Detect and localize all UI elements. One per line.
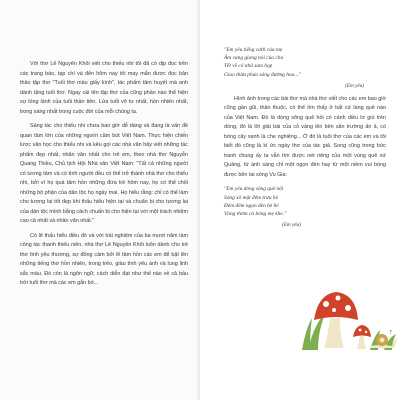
snail-shell-swirl [380,338,385,343]
poem-stanza-1 [224,46,386,79]
mushroom-spot [359,329,362,332]
mushroom-spot [345,305,351,311]
poem-line: Vàng thơm cả bóng mẹ khe." [224,210,287,217]
left-paragraph-3: Có lẽ thấu hiểu điều đó và với trải nghiệm của ba mươi năm làm công tác thanh thiếu niên, nhà thơ Lê Nguyên Khôi luôn dành cho trẻ thơ tình yêu thương, sự đồng cảm bởi lẽ tâm hồn các em để bật lên những tiếng thơ hồn nhiên, trong trẻo, giàu tình yêu ánh và lung linh sắc màu. Đó còn là ngôn ngữ, cách diễn đạt như thế nào về cả bầu trời tuổi thơ mà các em gắn bó... [20,232,188,286]
mushroom-snail-illustration [300,288,400,350]
mushroom-spot [332,308,336,312]
left-paragraph-1: Với thơ Lê Nguyên Khôi viết cho thiếu nhi tôi đã có dịp đọc trên các trang báo, tạp chí và đến hôm nay tôi may mắn được đọc bản thảo tập thơ "Tuổi thơ màu giấy kính", tác phẩm tâm huyết mà anh dành tặng tuổi thơ. Ngay cái tên tập thơ của cũng phần nào thể hiện sự lóng lánh của tuổi thần tiên. Lứa tuổi vô tư nhất, hồn nhiên nhất, trong sáng nhất trong cuộc đời của mỗi chúng ta. [20,61,188,115]
poem-line: Giao thừa pháo sáng đường hoa..." [224,71,301,78]
poem-stanza-2 [224,185,386,218]
poem-line: "Em yêu tiếng cười của mẹ [224,47,283,53]
poem-line: Âm vang giọng nói của cha [224,55,284,62]
poem-line: "Em yêu dòng sông quê nội [224,186,284,193]
poem-line: Sóng xô mặt đêm trưa hè [224,194,278,201]
poem-attribution-2: (Em yêu) [282,222,301,229]
small-mushroom-icon [353,325,371,349]
mushroom-spot [323,301,329,307]
mushroom-spot [365,331,367,333]
poem-line: Đêm đêm ngọn đèn bé bé [224,202,279,209]
left-paragraph-2: Sáng tác cho thiếu nhi chưa bao giờ dễ dàng và đang là vấn đề quan tâm lớn của những người cầm bút Việt Nam. Thực hiện chiến lược văn học cho thiếu nhi và kêu gọi các nhà văn hãy viết những tác phẩm đẹp nhất, nhân văn nhất cho trẻ em, theo nhà thơ Nguyễn Quang Thiều, Chủ tịch Hội Nhà văn Việt Nam: "Tất cả những người có lương tâm và có tình người đều có thể trở thành nhà thơ cho thiếu nhi, bởi vì họ quá tâm hồn những đứa trẻ hôm nay, họ có thể chối những bộ phận của dân tộc họ ngày mai. Họ hiểu rằng: chỉ có thể làm cho tương lai tốt đẹp khi thấu hiểu hiện tại và chuẩn bị cho tương lai của dân tộc mình bằng cách chuẩn bị cho hiện tại với một trách nhiệm cao cả nhất và nhân văn nhất." [20,123,188,224]
mushroom-spot [336,296,341,301]
mushroom-stem [357,336,366,349]
poem-line: Tết về có nhà sum họp [224,63,273,70]
right-paragraph: Hình ảnh trong các bài thơ mà nhà thơ viết cho các em bao giờ cũng gần gũi, thân thuộc, có thể tìm thấy ở bất cứ làng quê nào của Việt Nam. Đó là dòng sông quê hồi có cánh diều lơ gió trên dòng, đó là lời giải bài của cỏ vàng lên bên sân trường ấn ả, có bóng cây xanh là che nghiêng... Ở đó là tuổi thơ của các em và tôi biết đó cũng là kí ức ngày thơ của tác giả. Song cũng trong bức tranh chung ấy ta vẫn tìm được nét riêng của một vùng quê xứ Quảng, từ ánh sáng chỉ một ngọn đèn hay từ một niềm vui bóng được bên tai sóng Vu Gia: [224,95,386,178]
mushroom-cap [314,292,358,320]
page-number: 7 [389,330,392,336]
mushroom-cap [353,325,371,337]
mushroom-stem [324,318,344,348]
poem-attribution-1: (Em yêu) [345,82,364,89]
